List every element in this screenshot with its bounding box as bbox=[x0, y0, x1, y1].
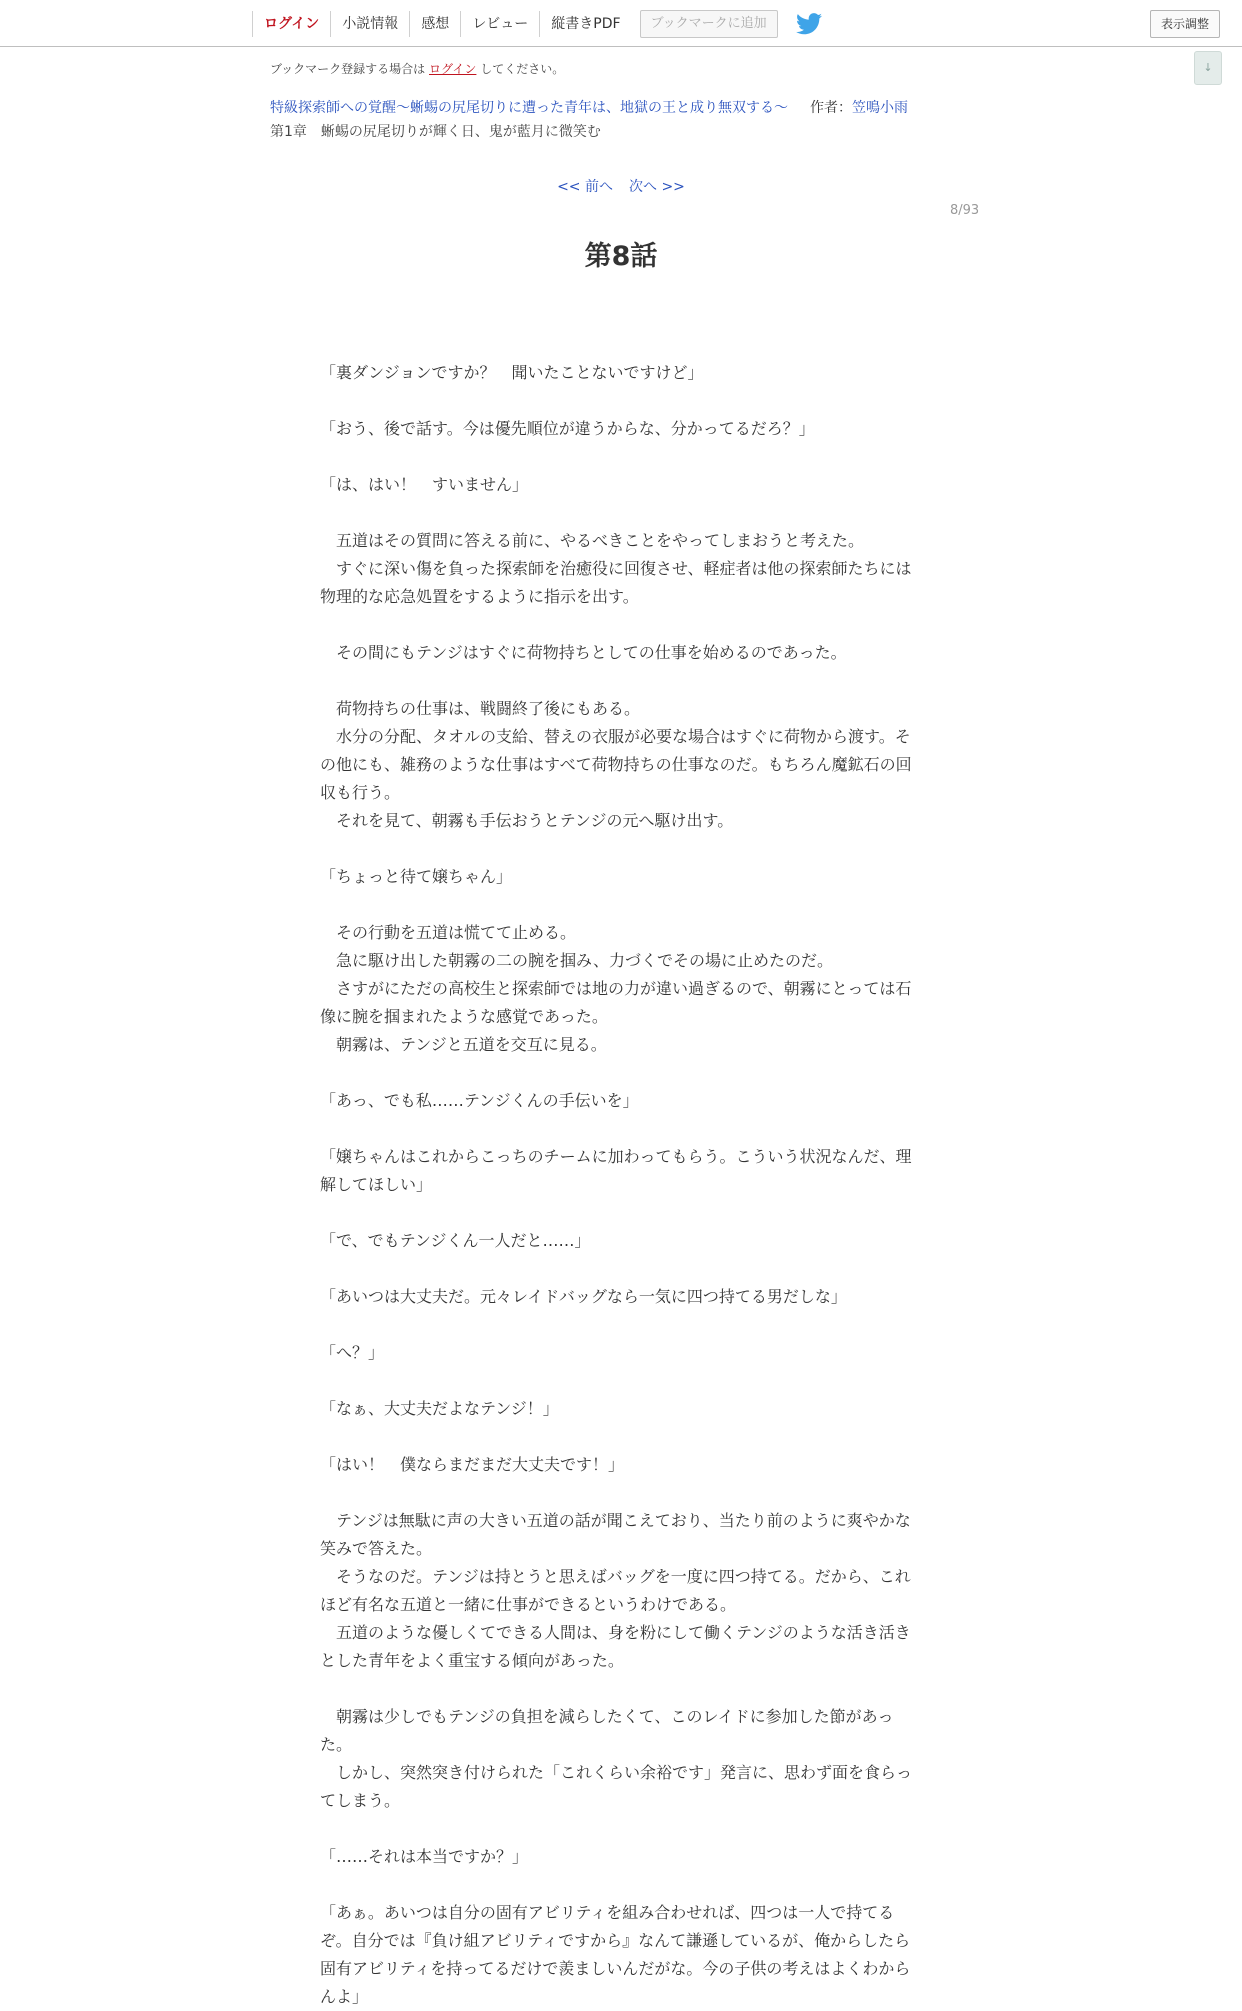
body-paragraph: 「ちょっと待て嬢ちゃん」 bbox=[320, 867, 513, 886]
episode-title: 第8話 bbox=[584, 241, 658, 272]
author-link[interactable]: 笠鳴小雨 bbox=[852, 100, 908, 116]
body-paragraph: 「嬢ちゃんはこれからこっちのチームに加わってもらう。こういう状況なんだ、理解してほしい」 bbox=[320, 1147, 912, 1194]
body-paragraph: 「……それは本当ですか？」 bbox=[320, 1847, 529, 1866]
display-settings-button[interactable]: 表示調整 bbox=[1150, 10, 1220, 38]
novel-title-link[interactable]: 特級探索師への覚醒～蜥蜴の尻尾切りに遭った青年は、地獄の王と成り無双する～ bbox=[270, 100, 788, 116]
body-paragraph bbox=[320, 667, 920, 695]
notice-text-after: してください。 bbox=[480, 62, 565, 76]
body-paragraph bbox=[320, 611, 920, 639]
author-label: 作者： bbox=[810, 100, 852, 116]
nav-login-link[interactable]: ログイン bbox=[252, 11, 331, 37]
body-paragraph: 朝霧は少しでもテンジの負担を減らしたくて、このレイドに参加した節があった。 bbox=[320, 1707, 894, 1754]
body-paragraph: すぐに深い傷を負った探索師を治癒役に回復させ、軽症者は他の探索師たちには物理的な応急処置をするように指示を出す。 bbox=[320, 559, 912, 606]
body-paragraph bbox=[320, 387, 920, 415]
body-paragraph: それを見て、朝霧も手伝おうとテンジの元へ駆け出す。 bbox=[320, 811, 734, 830]
body-paragraph bbox=[320, 835, 920, 863]
notice-text-before: ブックマーク登録する場合は bbox=[270, 62, 426, 76]
next-episode-link[interactable]: 次へ >> bbox=[629, 179, 685, 195]
scroll-down-button[interactable]: ↓ bbox=[1194, 51, 1222, 85]
nav-novel-info-link[interactable]: 小説情報 bbox=[331, 11, 410, 37]
body-paragraph bbox=[320, 1871, 920, 1899]
body-paragraph bbox=[320, 891, 920, 919]
bookmark-notice bbox=[270, 60, 564, 77]
body-paragraph bbox=[320, 1059, 920, 1087]
body-paragraph: 「あっ、でも私……テンジくんの手伝いを」 bbox=[320, 1091, 639, 1110]
nav-vertical-pdf-link[interactable]: 縦書きPDF bbox=[551, 16, 621, 32]
body-paragraph: 「で、でもテンジくん一人だと……」 bbox=[320, 1231, 591, 1250]
body-paragraph: 五道のような優しくてできる人間は、身を粉にして働くテンジのような活き活きとした青年をよく重宝する傾向があった。 bbox=[320, 1623, 911, 1670]
chapter-title: 第1章 蜥蜴の尻尾切りが輝く日、鬼が藍月に微笑む bbox=[270, 124, 601, 140]
body-paragraph bbox=[320, 1311, 920, 1339]
body-paragraph bbox=[320, 1199, 920, 1227]
prev-episode-link[interactable]: << 前へ bbox=[557, 179, 613, 195]
body-paragraph: そうなのだ。テンジは持とうと思えばバッグを一度に四つ持てる。だから、これほど有名な五道と一緒に仕事ができるというわけである。 bbox=[320, 1567, 911, 1614]
episode-pager bbox=[0, 176, 1242, 196]
body-paragraph bbox=[320, 1255, 920, 1283]
body-paragraph bbox=[320, 1115, 920, 1143]
body-paragraph: 「なぁ、大丈夫だよなテンジ！」 bbox=[320, 1399, 559, 1418]
body-paragraph bbox=[320, 1367, 920, 1395]
body-paragraph: 「あいつは大丈夫だ。元々レイドバッグなら一気に四つ持てる男だしな」 bbox=[320, 1287, 847, 1306]
body-paragraph: 荷物持ちの仕事は、戦闘終了後にもある。 bbox=[320, 699, 641, 718]
body-paragraph: 五道はその質問に答える前に、やるべきことをやってしまおうと考えた。 bbox=[320, 531, 865, 550]
body-paragraph: さすがにただの高校生と探索師では地の力が違い過ぎるので、朝霧にとっては石像に腕を掴まれたような感覚であった。 bbox=[320, 979, 912, 1026]
body-paragraph bbox=[320, 1423, 920, 1451]
episode-count: 8/93 bbox=[950, 203, 980, 218]
body-paragraph bbox=[320, 443, 920, 471]
body-paragraph: 「おう、後で話す。今は優先順位が違うからな、分かってるだろ？」 bbox=[320, 419, 815, 438]
body-paragraph bbox=[320, 499, 920, 527]
body-paragraph: その間にもテンジはすぐに荷物持ちとしての仕事を始めるのであった。 bbox=[320, 643, 847, 662]
nav-review-link[interactable]: レビュー bbox=[461, 11, 540, 37]
body-paragraph: 朝霧は、テンジと五道を交互に見る。 bbox=[320, 1035, 607, 1054]
body-paragraph: 急に駆け出した朝霧の二の腕を掴み、力づくでその場に止めたのだ。 bbox=[320, 951, 833, 970]
twitter-icon[interactable] bbox=[796, 13, 822, 35]
body-paragraph: 「へ？」 bbox=[320, 1343, 385, 1362]
series-info bbox=[270, 97, 908, 117]
body-paragraph bbox=[320, 1479, 920, 1507]
body-paragraph: 「あぁ。あいつは自分の固有アビリティを組み合わせれば、四つは一人で持てるぞ。自分では『負け組アビリティですから』なんて謙遜しているが、俺からしたら固有アビリティを持ってるだけで羨ましいんだがな。今の子供の考えはよくわからんよ」 bbox=[320, 1903, 911, 2006]
body-paragraph: 「裏ダンジョンですか？ 聞いたことないですけど」 bbox=[320, 363, 704, 382]
body-paragraph: 「は、はい！ すいません」 bbox=[320, 475, 529, 494]
body-paragraph: しかし、突然突き付けられた「これくらい余裕です」発言に、思わず面を食らってしまう。 bbox=[320, 1763, 913, 1810]
notice-login-link[interactable]: ログイン bbox=[429, 62, 477, 76]
add-bookmark-button[interactable]: ブックマークに追加 bbox=[640, 10, 778, 38]
novel-body bbox=[320, 359, 920, 2011]
body-paragraph bbox=[320, 1815, 920, 1843]
nav-impressions-link[interactable]: 感想 bbox=[410, 11, 461, 37]
body-paragraph: 「はい！ 僕ならまだまだ大丈夫です！」 bbox=[320, 1455, 625, 1474]
body-paragraph: テンジは無駄に声の大きい五道の話が聞こえており、当たり前のように爽やかな笑みで答えた。 bbox=[320, 1511, 911, 1558]
body-paragraph bbox=[320, 1675, 920, 1703]
main-nav bbox=[252, 9, 822, 39]
body-paragraph: 水分の分配、タオルの支給、替えの衣服が必要な場合はすぐに荷物から渡す。その他にも、雑務のような仕事はすべて荷物持ちの仕事なのだ。もちろん魔鉱石の回収も行う。 bbox=[320, 727, 912, 802]
body-paragraph: その行動を五道は慌てて止める。 bbox=[320, 923, 577, 942]
top-header bbox=[0, 0, 1242, 47]
